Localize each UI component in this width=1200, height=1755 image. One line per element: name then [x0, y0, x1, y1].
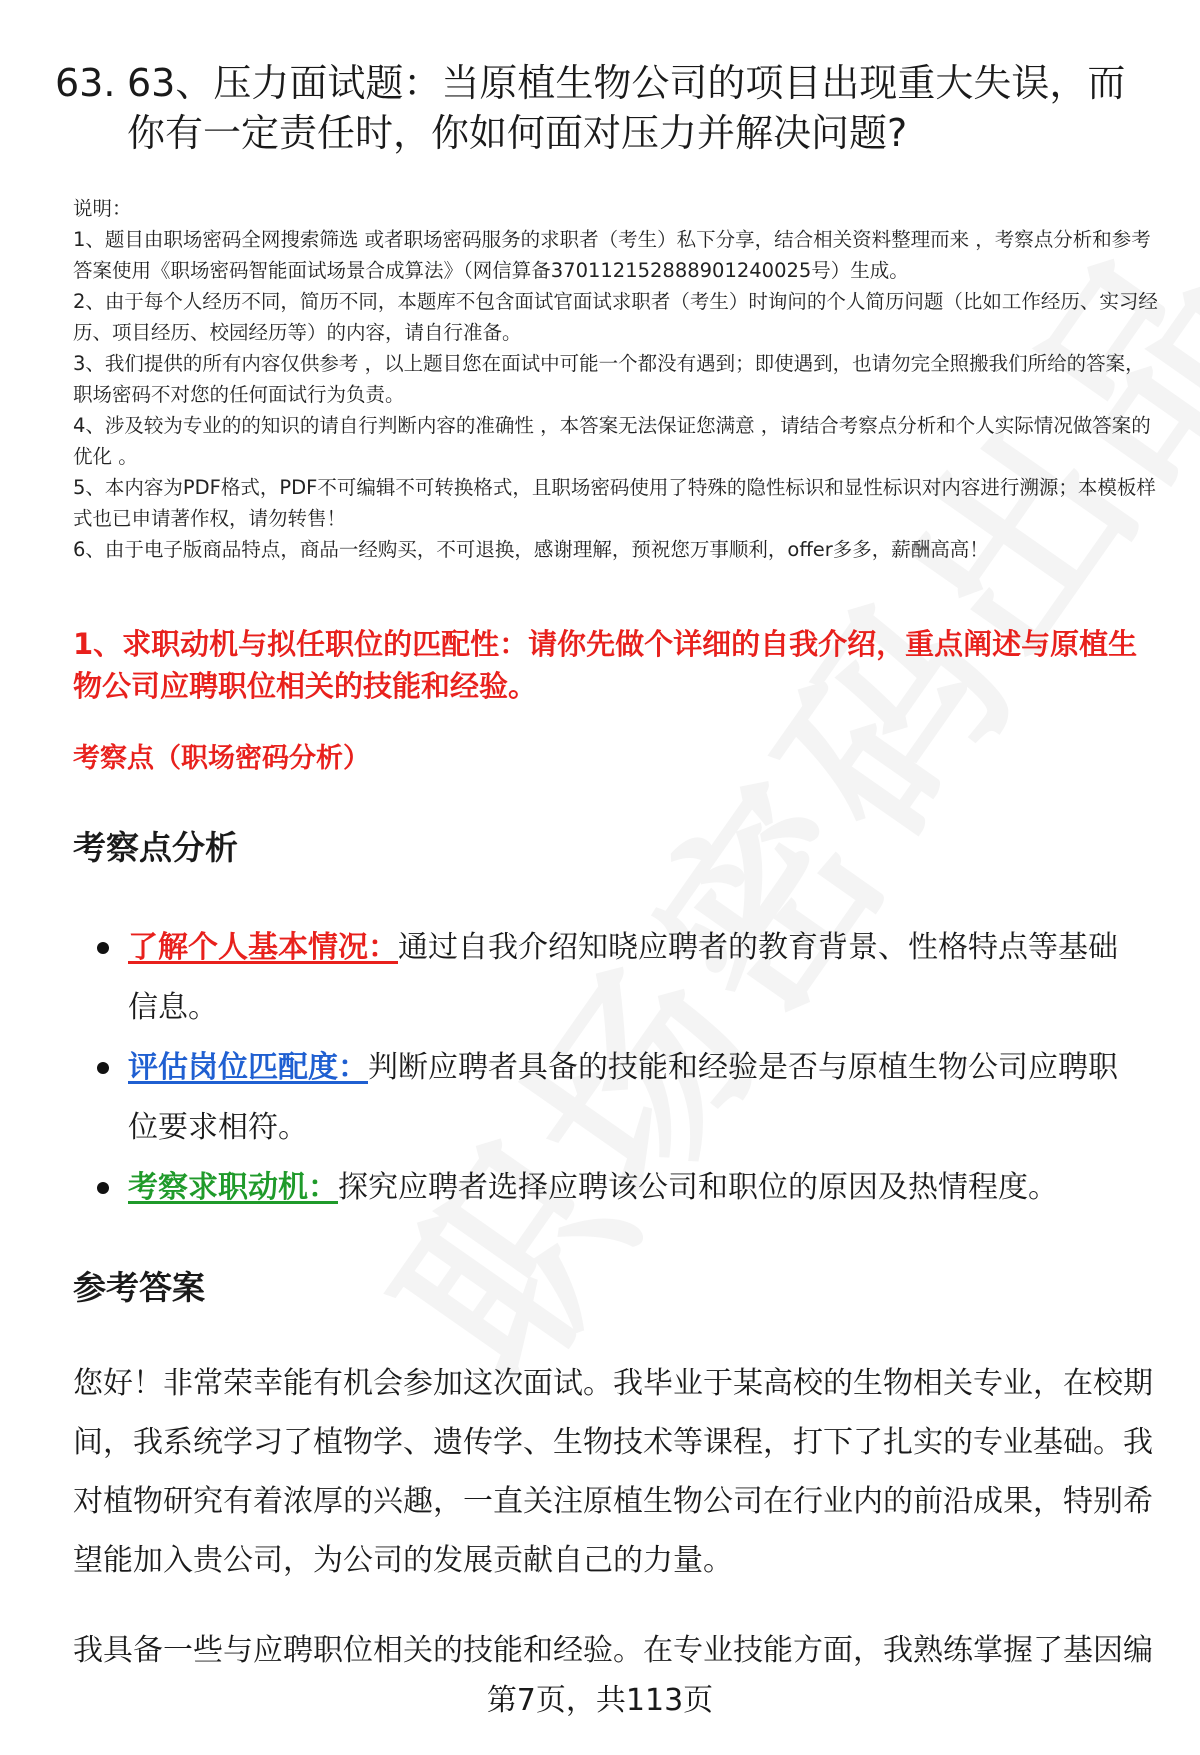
notes-item: 4、涉及较为专业的的知识的请自行判断内容的准确性 ，本答案无法保证您满意 ，请结合考察点分析和个人实际情况做答案的优化 。 [73, 414, 1151, 468]
bullet-dot [97, 1062, 109, 1074]
notes-item: 1、题目由职场密码全网搜索筛选 或者职场密码服务的求职者（考生）私下分享，结合相关资料整理而来 ，考察点分析和参考答案使用《职场密码智能面试场景合成算法》（网信算备370112152888901240025号）生成。 [73, 228, 1151, 282]
answer-paragraph: 我具备一些与应聘职位相关的技能和经验。在专业技能方面，我熟练掌握了基因编 [73, 1633, 1153, 1668]
reference-heading: 参考答案 [73, 1268, 205, 1307]
bullet-text: 判断应聘者具备的技能和经验是否与原植生物公司应聘职位要求相符。 [128, 1050, 1118, 1145]
analysis-list [95, 918, 1145, 1218]
kaochadian-label: 考察点（职场密码分析） [73, 743, 370, 774]
list-item [95, 918, 1145, 1038]
list-item [95, 1038, 1145, 1158]
bullet-dot [97, 942, 109, 954]
bullet-label: 了解个人基本情况： [128, 930, 398, 965]
bullet-label: 评估岗位匹配度： [128, 1050, 368, 1085]
question-title [55, 58, 1155, 158]
notes-item: 3、我们提供的所有内容仅供参考 ，以上题目您在面试中可能一个都没有遇到；即使遇到，也请勿完全照搬我们所给的答案，职场密码不对您的任何面试行为负责。 [73, 352, 1145, 406]
bullet-dot [97, 1182, 109, 1194]
notes-item: 6、由于电子版商品特点，商品一经购买，不可退换，感谢理解，预祝您万事顺利，offer多多，薪酬高高！ [73, 538, 989, 561]
sub-question: 1、求职动机与拟任职位的匹配性：请你先做个详细的自我介绍，重点阐述与原植生物公司应聘职位相关的技能和经验。 [73, 627, 1138, 703]
list-item [95, 1158, 1145, 1218]
notes-item: 5、本内容为PDF格式，PDF不可编辑不可转换格式，且职场密码使用了特殊的隐性标识和显性标识对内容进行溯源；本模板样式也已申请著作权，请勿转售！ [73, 476, 1156, 530]
bullet-label: 考察求职动机： [128, 1170, 338, 1205]
bullet-text: 通过自我介绍知晓应聘者的教育背景、性格特点等基础信息。 [128, 930, 1118, 1025]
page-footer: 第7页，共113页 [486, 1683, 714, 1718]
answer-paragraph: 您好！非常荣幸能有机会参加这次面试。我毕业于某高校的生物相关专业，在校期间，我系统学习了植物学、遗传学、生物技术等课程，打下了扎实的专业基础。我对植物研究有着浓厚的兴趣，一直关注原植生物公司在行业内的前沿成果，特别希望能加入贵公司，为公司的发展贡献自己的力量。 [73, 1366, 1153, 1578]
question-number: 63. [55, 61, 116, 105]
bullet-text: 探究应聘者选择应聘该公司和职位的原因及热情程度。 [338, 1170, 1058, 1205]
analysis-heading: 考察点分析 [73, 828, 238, 867]
notes-item: 2、由于每个人经历不同，简历不同，本题库不包含面试官面试求职者（考生）时询问的个人简历问题（比如工作经历、实习经历、项目经历、校园经历等）的内容，请自行准备。 [73, 290, 1158, 344]
notes-heading: 说明： [73, 197, 132, 220]
question-text: 63、压力面试题：当原植生物公司的项目出现重大失误，而你有一定责任时，你如何面对压力并解决问题? [127, 61, 1126, 155]
notes-section [73, 193, 1163, 565]
